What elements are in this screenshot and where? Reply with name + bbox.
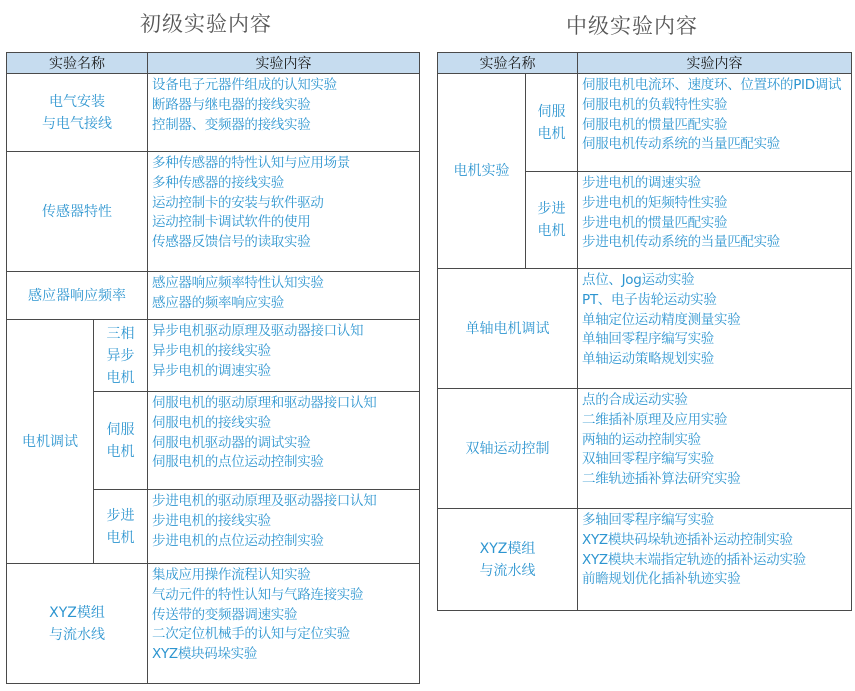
table-row bbox=[7, 74, 420, 152]
list-item: 伺服电机的接线实验 bbox=[152, 414, 271, 431]
row-items bbox=[148, 152, 420, 272]
list-item: XYZ模块末端指定轨迹的插补运动实验 bbox=[582, 551, 806, 568]
list-item: 二维插补原理及应用实验 bbox=[582, 411, 728, 428]
list-item: 前瞻规划优化插补轨迹实验 bbox=[582, 571, 741, 588]
list-item: 传送带的变频器调速实验 bbox=[152, 606, 298, 623]
table-row bbox=[438, 269, 852, 389]
row-items bbox=[148, 272, 420, 320]
list-item: 双轴回零程序编写实验 bbox=[582, 451, 714, 468]
table-row bbox=[7, 564, 420, 684]
list-item: 伺服电机驱动器的调试实验 bbox=[152, 434, 311, 451]
list-item: 单轴回零程序编写实验 bbox=[582, 331, 714, 348]
list-item: 异步电机的接线实验 bbox=[152, 342, 271, 359]
sub-row-name: 三相 异步 电机 bbox=[94, 320, 148, 392]
list-item: XYZ模块码垛实验 bbox=[152, 646, 258, 663]
list-item: 二维轨迹插补算法研究实验 bbox=[582, 471, 741, 488]
row-name: XYZ模组 与流水线 bbox=[7, 564, 148, 684]
list-item: 步进电机的矩频特性实验 bbox=[582, 194, 728, 211]
row-items bbox=[578, 269, 852, 389]
header-experiment-content: 实验内容 bbox=[578, 53, 852, 74]
row-items bbox=[578, 74, 852, 172]
list-item: 感应器的频率响应实验 bbox=[152, 294, 284, 311]
list-item: XYZ模块码垛轨迹插补运动控制实验 bbox=[582, 531, 793, 548]
table-row bbox=[438, 509, 852, 611]
row-items bbox=[578, 172, 852, 269]
row-items bbox=[578, 389, 852, 509]
list-item: 集成应用操作流程认知实验 bbox=[152, 567, 311, 583]
header-experiment-name: 实验名称 bbox=[438, 53, 578, 74]
list-item: 多种传感器的特性认知与应用场景 bbox=[152, 155, 350, 171]
row-name: 感应器响应频率 bbox=[7, 272, 148, 320]
list-item: 气动元件的特性认知与气路连接实验 bbox=[152, 586, 364, 603]
list-item: 步进电机传动系统的当量匹配实验 bbox=[582, 234, 780, 251]
list-item: 多轴回零程序编写实验 bbox=[582, 512, 714, 528]
list-item: 运动控制卡调试软件的使用 bbox=[152, 214, 311, 231]
list-item: 伺服电机电流环、速度环、位置环的PID调试 bbox=[582, 77, 842, 93]
list-item: 伺服电机的驱动原理和驱动器接口认知 bbox=[152, 395, 377, 411]
header-experiment-content: 实验内容 bbox=[148, 53, 420, 74]
table-row bbox=[7, 152, 420, 272]
right-table-title: 中级实验内容 bbox=[566, 14, 698, 38]
list-item: 传感器反馈信号的读取实验 bbox=[152, 234, 311, 251]
list-item: 伺服电机的负载特性实验 bbox=[582, 96, 728, 113]
row-name: 电机调试 bbox=[7, 320, 94, 564]
list-item: 步进电机的惯量匹配实验 bbox=[582, 214, 728, 231]
list-item: 异步电机的调速实验 bbox=[152, 362, 271, 379]
sub-row-name: 步进 电机 bbox=[94, 490, 148, 564]
sub-row-name: 伺服 电机 bbox=[526, 74, 578, 172]
row-items bbox=[148, 392, 420, 490]
row-name: 传感器特性 bbox=[7, 152, 148, 272]
row-items bbox=[148, 564, 420, 684]
intermediate-experiments-table bbox=[437, 52, 852, 611]
list-item: 运动控制卡的安装与软件驱动 bbox=[152, 194, 324, 211]
header-experiment-name: 实验名称 bbox=[7, 53, 148, 74]
table-row bbox=[438, 389, 852, 509]
sub-row-name: 伺服 电机 bbox=[94, 392, 148, 490]
list-item: 两轴的运动控制实验 bbox=[582, 431, 701, 448]
table-row bbox=[7, 320, 420, 392]
list-item: 伺服电机的点位运动控制实验 bbox=[152, 454, 324, 471]
list-item: 二次定位机械手的认知与定位实验 bbox=[152, 626, 350, 643]
row-name: 电机实验 bbox=[438, 74, 526, 269]
list-item: 步进电机的点位运动控制实验 bbox=[152, 532, 324, 549]
row-name: 双轴运动控制 bbox=[438, 389, 578, 509]
row-items bbox=[148, 74, 420, 152]
sub-row-name: 步进 电机 bbox=[526, 172, 578, 269]
table-row bbox=[438, 74, 852, 172]
list-item: 步进电机的驱动原理及驱动器接口认知 bbox=[152, 493, 377, 509]
row-items bbox=[148, 490, 420, 564]
row-items bbox=[148, 320, 420, 392]
list-item: 单轴定位运动精度测量实验 bbox=[582, 311, 741, 328]
list-item: PT、电子齿轮运动实验 bbox=[582, 291, 717, 308]
left-table-title: 初级实验内容 bbox=[140, 12, 272, 36]
row-name: 电气安装 与电气接线 bbox=[7, 74, 148, 152]
list-item: 步进电机的调速实验 bbox=[582, 175, 701, 191]
list-item: 伺服电机的惯量匹配实验 bbox=[582, 116, 728, 133]
list-item: 控制器、变频器的接线实验 bbox=[152, 116, 311, 133]
list-item: 点的合成运动实验 bbox=[582, 392, 688, 408]
list-item: 单轴运动策略规划实验 bbox=[582, 351, 714, 368]
list-item: 点位、Jog运动实验 bbox=[582, 272, 695, 288]
row-name: XYZ模组 与流水线 bbox=[438, 509, 578, 611]
list-item: 多种传感器的接线实验 bbox=[152, 174, 284, 191]
primary-experiments-table bbox=[6, 52, 420, 684]
table-row bbox=[7, 272, 420, 320]
row-items bbox=[578, 509, 852, 611]
row-name: 单轴电机调试 bbox=[438, 269, 578, 389]
list-item: 断路器与继电器的接线实验 bbox=[152, 96, 311, 113]
list-item: 设备电子元器件组成的认知实验 bbox=[152, 77, 337, 93]
list-item: 伺服电机传动系统的当量匹配实验 bbox=[582, 136, 780, 153]
list-item: 感应器响应频率特性认知实验 bbox=[152, 275, 324, 291]
list-item: 步进电机的接线实验 bbox=[152, 512, 271, 529]
list-item: 异步电机驱动原理及驱动器接口认知 bbox=[152, 323, 364, 339]
